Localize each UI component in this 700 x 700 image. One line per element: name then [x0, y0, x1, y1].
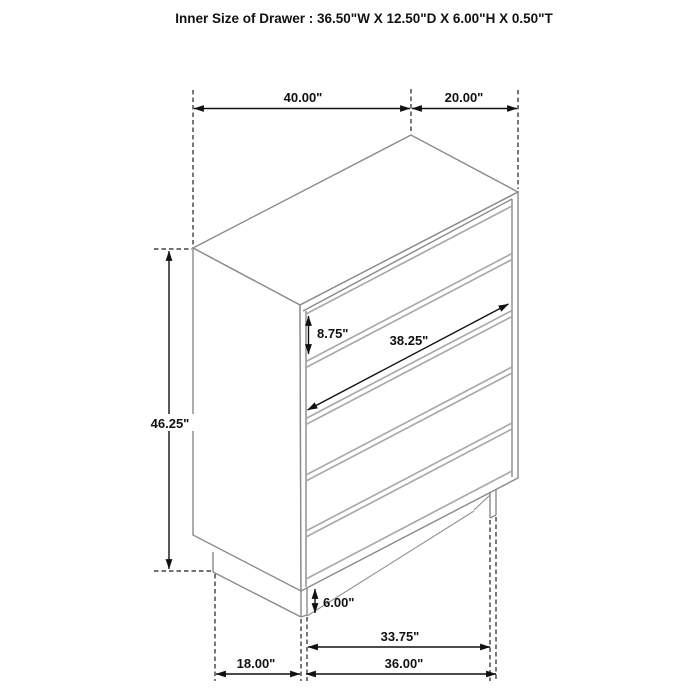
label-drawer-face-width: 38.25" [389, 333, 429, 348]
label-top-depth: 20.00" [444, 90, 484, 105]
label-top-width: 40.00" [283, 90, 323, 105]
label-overall-height: 46.25" [150, 416, 190, 431]
label-base-inner-width: 33.75" [380, 629, 420, 644]
label-base-width: 36.00" [384, 656, 424, 671]
label-leg-height: 6.00" [323, 595, 355, 610]
front-left-leg [301, 588, 307, 617]
page-title: Inner Size of Drawer : 36.50"W X 12.50"D X 6.00"H X 0.50"T [175, 11, 553, 26]
cabinet [193, 135, 518, 617]
label-base-depth: 18.00" [236, 656, 276, 671]
label-drawer-face-height: 8.75" [317, 326, 349, 341]
cabinet-left-face [193, 248, 301, 591]
